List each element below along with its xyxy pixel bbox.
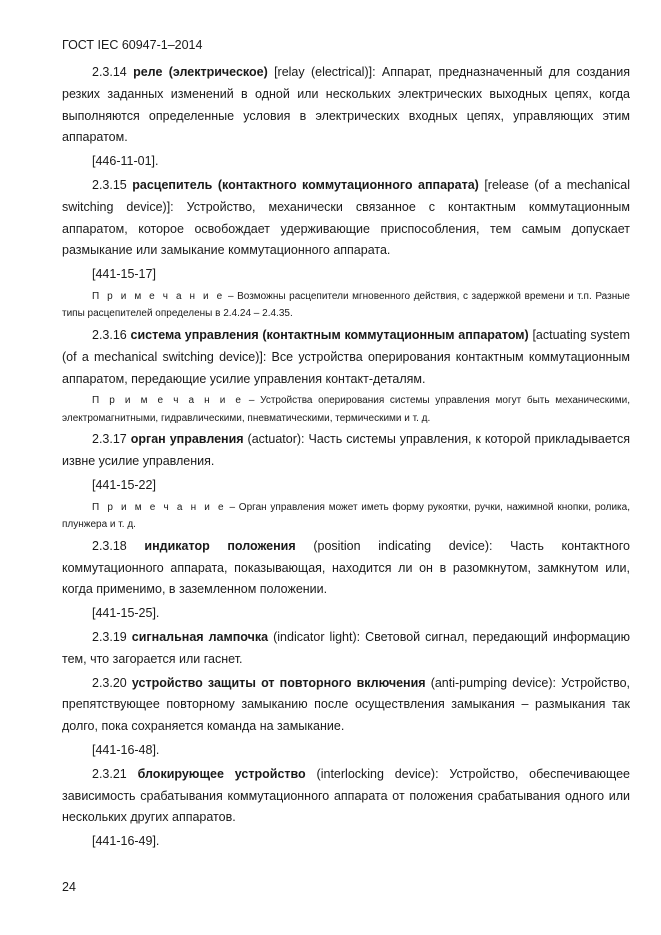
clause-number: 2.3.21 xyxy=(92,766,127,781)
clause-number: 2.3.15 xyxy=(92,177,127,192)
definition-text: (anti-pumping device): Устройство, препятствующее повторному замыканию после осуществления замыкания – размыкания так долго, пока сохраняется команда на замыкание. xyxy=(62,675,631,734)
definition-2-3-21 xyxy=(62,764,630,829)
note-label: П р и м е ч а н и е xyxy=(92,395,244,407)
term: расцепитель (контактного коммутационного аппарата) xyxy=(132,177,479,192)
definition-text: (actuator): Часть системы управления, к которой прикладывается извне усилие управления. xyxy=(62,432,630,469)
clause-number: 2.3.16 xyxy=(92,327,127,342)
note xyxy=(62,288,630,323)
term: сигнальная лампочка xyxy=(131,629,269,644)
reference: [441-15-22] xyxy=(92,477,156,492)
clause-number: 2.3.14 xyxy=(92,65,127,79)
reference: [441-15-25]. xyxy=(92,606,160,621)
reference: [446-11-01]. xyxy=(92,154,159,169)
note-text: – Возможны расцепители мгновенного действия, с задержкой времени и т.п. Разные типы расцепителей определены в 2.4.24 – 2.4.35. xyxy=(62,290,630,320)
note-label: П р и м е ч а н и е xyxy=(92,501,226,513)
reference: [441-15-17] xyxy=(92,267,156,282)
definition-text: [actuating system (of a mechanical switching device)]: Все устройства оперирования контактным коммутационным аппаратом, передающие усилие управления контакт-деталям. xyxy=(62,327,630,386)
definition-2-3-19 xyxy=(62,627,630,671)
page-number: 24 xyxy=(62,880,76,894)
clause-number: 2.3.18 xyxy=(92,538,127,553)
definition-2-3-16 xyxy=(62,325,630,390)
definition-2-3-17 xyxy=(62,429,630,473)
definition-text: (indicator light): Световой сигнал, передающий информацию тем, что загорается или гаснет. xyxy=(62,629,631,666)
definition-text: (position indicating device): Часть контактного коммутационного аппарата, показывающая, находится ли он в разомкнутом, замкнутом или, когда применимо, в заземленном положении. xyxy=(62,538,630,597)
note xyxy=(62,392,630,427)
definition-2-3-18 xyxy=(62,536,630,601)
reference: [441-16-49]. xyxy=(92,834,160,849)
definition-text: [relay (electrical)]: Аппарат, предназначенный для создания резких заданных изменений в одной или нескольких электрических выходных цепях, когда выполняются определенные условия в электрических входных цепях, управляющих этим аппаратом. xyxy=(62,65,630,145)
definition-2-3-15 xyxy=(62,175,630,262)
definition-text: [release (of a mechanical switching device)]: Устройство, механически связанное с контактным коммутационным аппаратом, которое освобождает удерживающие приспособления, тем самым допускает размыкание или замыкание коммутационного аппарата. xyxy=(62,177,630,258)
definition-2-3-20 xyxy=(62,673,630,738)
definition-text: (interlocking device): Устройство, обеспечивающее зависимость срабатывания коммутационного аппарата от положения срабатывания одного или нескольких других аппаратов. xyxy=(62,766,630,825)
note-text: – Орган управления может иметь форму рукоятки, ручки, нажимной кнопки, ролика, плунжера и т. д. xyxy=(62,501,630,531)
term: реле (электрическое) xyxy=(133,65,268,79)
term: блокирующее устройство xyxy=(137,766,306,781)
note-text: – Устройства оперирования системы управления могут быть механическими, электромагнитными, гидравлическими, пневматическими, термическими и т. д. xyxy=(62,395,630,424)
clause-number: 2.3.20 xyxy=(92,675,127,690)
definition-2-3-14 xyxy=(62,62,630,149)
note xyxy=(62,499,630,534)
clause-number: 2.3.17 xyxy=(92,432,127,447)
document-body xyxy=(62,62,630,855)
term: система управления (контактным коммутационным аппаратом) xyxy=(130,327,529,342)
reference: [441-16-48]. xyxy=(92,742,160,757)
term: орган управления xyxy=(130,432,244,447)
document-header: ГОСТ IEC 60947-1–2014 xyxy=(62,38,203,52)
clause-number: 2.3.19 xyxy=(92,629,127,644)
note-label: П р и м е ч а н и е xyxy=(92,290,225,302)
term: устройство защиты от повторного включения xyxy=(131,675,426,690)
term: индикатор положения xyxy=(144,538,296,553)
